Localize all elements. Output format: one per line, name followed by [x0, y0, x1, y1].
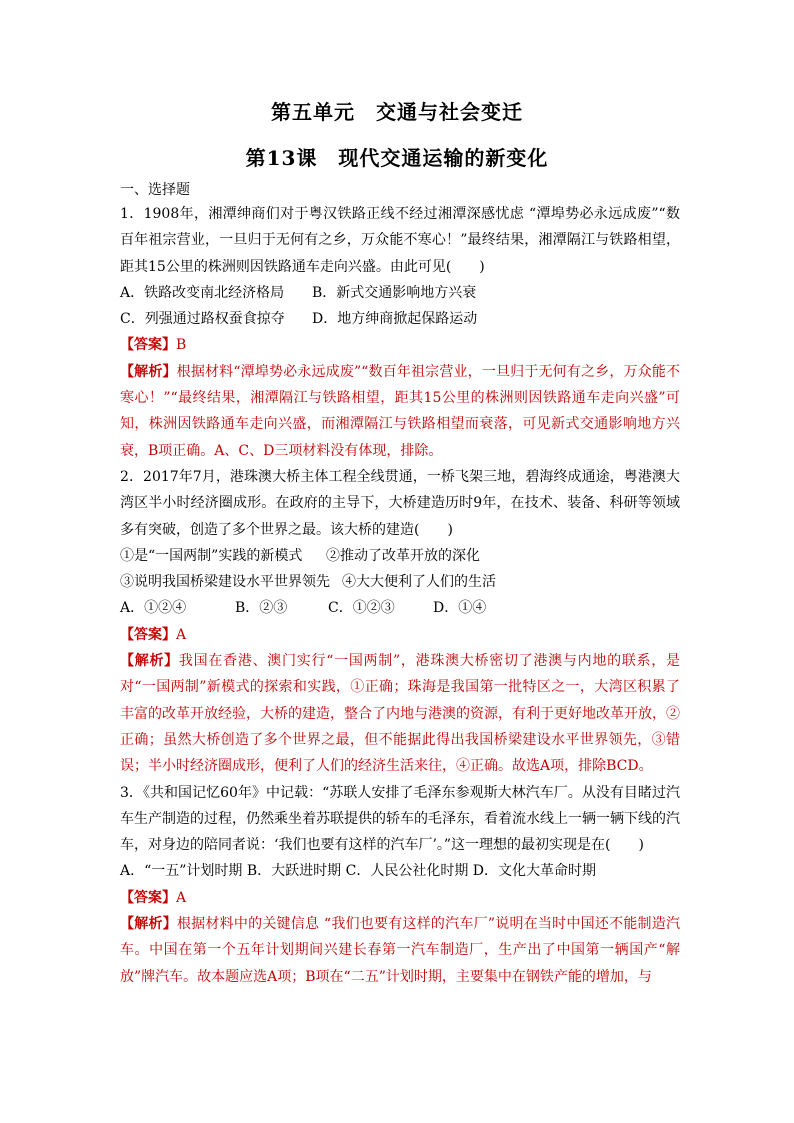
answer-value: A	[176, 889, 187, 906]
analysis-text: 我国在香港、澳门实行“一国两制”，港珠澳大桥密切了港澳与内地的联系，是对“一国两制”新模式的探索和实践，①正确；珠海是我国第一批特区之一，大湾区积累了丰富的改革开放经验，大桥的建造，整合了内地与港澳的资源，有利于更好地改革开放，②正确；虽然大桥创造了多个世界之最，但不能据此得出我国桥梁建设水平世界领先，③错误；半小时经济圈成形，便利了人们的经济生活来往，④正确。故选A项，排除BCD。	[120, 653, 681, 775]
q2-item-2: ②推动了改革开放的深化	[326, 547, 480, 564]
q1-analysis	[120, 359, 680, 464]
answer-label: 【答案】	[120, 337, 176, 354]
q3-stem: 3．《共和国记忆60年》中记载：“苏联人安排了毛泽东参观斯大林汽车厂。从没有目睹过汽车生产制造的过程，仍然乘坐着苏联提供的轿车的毛泽东，看着流水线上一辆一辆下线的汽车，对身边的陪同者说：‘我们也要有这样的汽车厂’。”这一理想的最初实现是在( )	[120, 784, 680, 854]
analysis-label: 【解析】	[120, 363, 177, 380]
q3-analysis	[120, 911, 680, 990]
q2-item-1: ①是“一国两制”实践的新模式	[120, 547, 303, 564]
q2-items-row1	[120, 543, 680, 569]
q1-options-row2	[120, 306, 680, 332]
unit-title: 第五单元 交通与社会变迁	[271, 100, 523, 124]
q2-option-d: D．①④	[433, 600, 487, 617]
document-body	[120, 201, 680, 990]
analysis-label: 【解析】	[120, 916, 177, 933]
q1-option-d: D．地方绅商掀起保路运动	[312, 311, 478, 328]
analysis-text: 根据材料“潭埠势必永远成废”“数百年祖宗营业，一旦归于无何有之乡，万众能不寒心！”“最终结果，湘潭隔江与铁路相望，距其15公里的株洲则因铁路通车走向兴盛”可知，株洲因铁路通车走向兴盛，而湘潭隔江与铁路相望而衰落，可见新式交通影响地方兴衰，B项正确。A、C、D三项材料没有体现，排除。	[120, 363, 680, 459]
q1-option-c: C．列强通过路权蚕食掠夺	[120, 311, 285, 328]
q2-items-row2	[120, 569, 680, 595]
q2-item-3: ③说明我国桥梁建设水平世界领先	[120, 574, 330, 591]
q2-option-a: A．①②④	[120, 600, 187, 617]
analysis-text: 根据材料中的关键信息 “我们也要有这样的汽车厂”说明在当时中国还不能制造汽车。中国在第一个五年计划期间兴建长春第一汽车制造厂，生产出了中国第一辆国产“解放”牌汽车。故本题应选A项；B项在“二五”计划时期，主要集中在钢铁产能的增加，与	[120, 916, 681, 985]
answer-label: 【答案】	[120, 889, 176, 906]
q2-options-row	[120, 595, 680, 621]
q1-options-row1	[120, 280, 680, 306]
q3-options: A．“一五”计划时期 B．大跃进时期 C．人民公社化时期 D．文化大革命时期	[120, 863, 596, 880]
q1-option-a: A．铁路改变南北经济格局	[120, 284, 285, 301]
answer-value: A	[176, 626, 187, 643]
q1-stem: 1．1908年，湘潭绅商们对于粤汉铁路正线不经过湘潭深感忧虑 “潭埠势必永远成废”“数百年祖宗营业，一旦归于无何有之乡，万众能不寒心！”最终结果，湘潭隔江与铁路相望，距其15公里的株洲则因铁路通车走向兴盛。由此可见( )	[120, 206, 680, 275]
lesson-title: 第13课 现代交通运输的新变化	[245, 146, 549, 170]
q2-option-b: B．②③	[235, 600, 288, 617]
q2-option-c: C．①②③	[328, 600, 395, 617]
q1-option-b: B．新式交通影响地方兴衰	[312, 284, 477, 301]
answer-label: 【答案】	[120, 626, 176, 643]
section-heading: 一、选择题	[120, 182, 190, 198]
q2-analysis	[120, 648, 680, 779]
q1-answer	[120, 332, 680, 358]
answer-value: B	[176, 337, 187, 354]
q3-answer	[120, 885, 680, 911]
q2-stem: 2．2017年7月，港珠澳大桥主体工程全线贯通，一桥飞架三地，碧海终成通途，粤港澳大湾区半小时经济圈成形。在政府的主导下，大桥建造历时9年，在技术、装备、科研等领域多有突破，创造了多个世界之最。该大桥的建造( )	[120, 468, 680, 538]
q2-answer	[120, 622, 680, 648]
q2-item-4: ④大大便利了人们的生活	[342, 574, 496, 591]
analysis-label: 【解析】	[120, 653, 179, 670]
